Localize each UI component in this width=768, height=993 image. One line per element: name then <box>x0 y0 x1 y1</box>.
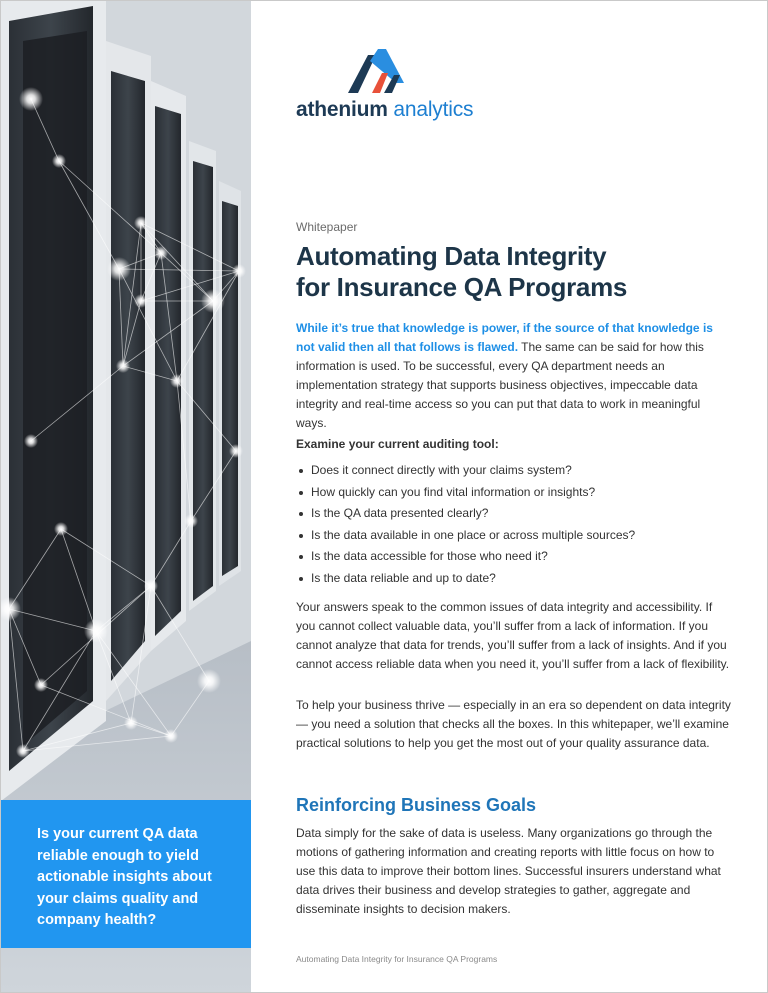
examine-list-item <box>296 482 726 504</box>
callout-box <box>1 800 251 948</box>
logo-word-athenium: athenium <box>296 98 388 121</box>
glow-dot <box>197 669 221 693</box>
bullet-dot-icon <box>299 555 303 559</box>
examine-list-item-text: Is the QA data presented clearly? <box>311 506 489 520</box>
examine-list-item <box>296 525 726 547</box>
intro-paragraph <box>296 319 731 433</box>
section-paragraph: Data simply for the sake of data is useless. Many organizations go through the motions of gathering information and creating reports with little focus on how to use this data to improve their bottom lines. Successful insurers understand what data drives their business and develop strategies to gather, aggregate and disseminate insights to decision makers. <box>296 826 721 916</box>
glow-dot <box>124 716 138 730</box>
section-heading: Reinforcing Business Goals <box>296 795 537 815</box>
page-footer: Automating Data Integrity for Insurance QA Programs <box>296 954 498 964</box>
glow-dot <box>16 744 30 758</box>
title-line-1: Automating Data Integrity <box>296 241 607 271</box>
callout-text: Is your current QA data reliable enough to yield actionable insights about your claims quality and company health? <box>37 826 212 928</box>
intro-highlight: While it’s true that knowledge is power, if the source of that knowledge is not valid then all that follows is flawed. <box>296 321 713 354</box>
bullet-dot-icon <box>299 491 303 495</box>
server-room-photo <box>1 1 251 992</box>
examine-list-item-text: How quickly can you find vital information or insights? <box>311 484 596 499</box>
logo-word-analytics: analytics <box>387 98 474 121</box>
glow-dot <box>52 154 66 168</box>
glow-dot <box>164 729 178 743</box>
glow-dot <box>229 444 243 458</box>
glow-dot <box>134 216 148 230</box>
glow-dot <box>24 434 38 448</box>
glow-dot <box>116 359 130 373</box>
glow-dot <box>201 289 225 313</box>
athenium-logo <box>296 49 486 129</box>
examine-list-item <box>296 460 726 482</box>
bullet-dot-icon <box>299 534 303 538</box>
glow-dot <box>134 294 148 308</box>
thrive-paragraph: To help your business thrive — especially in an era so dependent on data integrity — you need a solution that checks all the boxes. In this whitepaper, we’ll examine practical solutions to help you get the most out of your quality assurance data. <box>296 698 731 750</box>
intro-rest: The same can be said for how this information is used. To be successful, every QA department needs an implementation strategy that supports business objectives, impeccable data integrity and real-time access so you can put that data to work in meaningful ways. <box>296 340 704 430</box>
examine-list-item-text: Is the data available in one place or across multiple sources? <box>311 527 636 542</box>
document-type-label: Whitepaper <box>296 220 358 234</box>
glow-dot <box>184 514 198 528</box>
examine-list-item-text: Is the data reliable and up to date? <box>311 570 496 585</box>
examine-list-item <box>296 546 726 568</box>
glow-dot <box>107 257 131 281</box>
glow-dot <box>34 678 48 692</box>
glow-dot <box>154 246 168 260</box>
glow-dot <box>170 374 184 388</box>
bullet-dot-icon <box>299 512 303 516</box>
examine-list <box>296 460 726 589</box>
examine-list-item <box>296 568 726 590</box>
examine-list-item-text: Does it connect directly with your claims system? <box>311 463 572 477</box>
title-line-2: for Insurance QA Programs <box>296 272 628 302</box>
logo-wordmark <box>296 98 473 122</box>
mountain-peaks-logo-icon <box>348 49 408 93</box>
bullet-dot-icon <box>299 577 303 581</box>
bullet-dot-icon <box>299 469 303 473</box>
glow-dot <box>19 87 43 111</box>
page-title <box>296 241 736 303</box>
examine-list-item-text: Is the data accessible for those who need it? <box>311 549 548 563</box>
examine-list-item <box>296 503 726 525</box>
answers-paragraph: Your answers speak to the common issues of data integrity and accessibility. If you cannot collect valuable data, you’ll suffer from a lack of information. If you cannot analyze that data for trends, you’ll suffer from a lack of insights. And if you cannot access reliable data when you need it, you’ll suffer from a lack of flexibility. <box>296 600 730 671</box>
glow-dot <box>232 264 246 278</box>
examine-heading: Examine your current auditing tool: <box>296 437 499 451</box>
glow-dot <box>54 522 68 536</box>
glow-dot <box>84 619 108 643</box>
glow-dot <box>144 579 158 593</box>
